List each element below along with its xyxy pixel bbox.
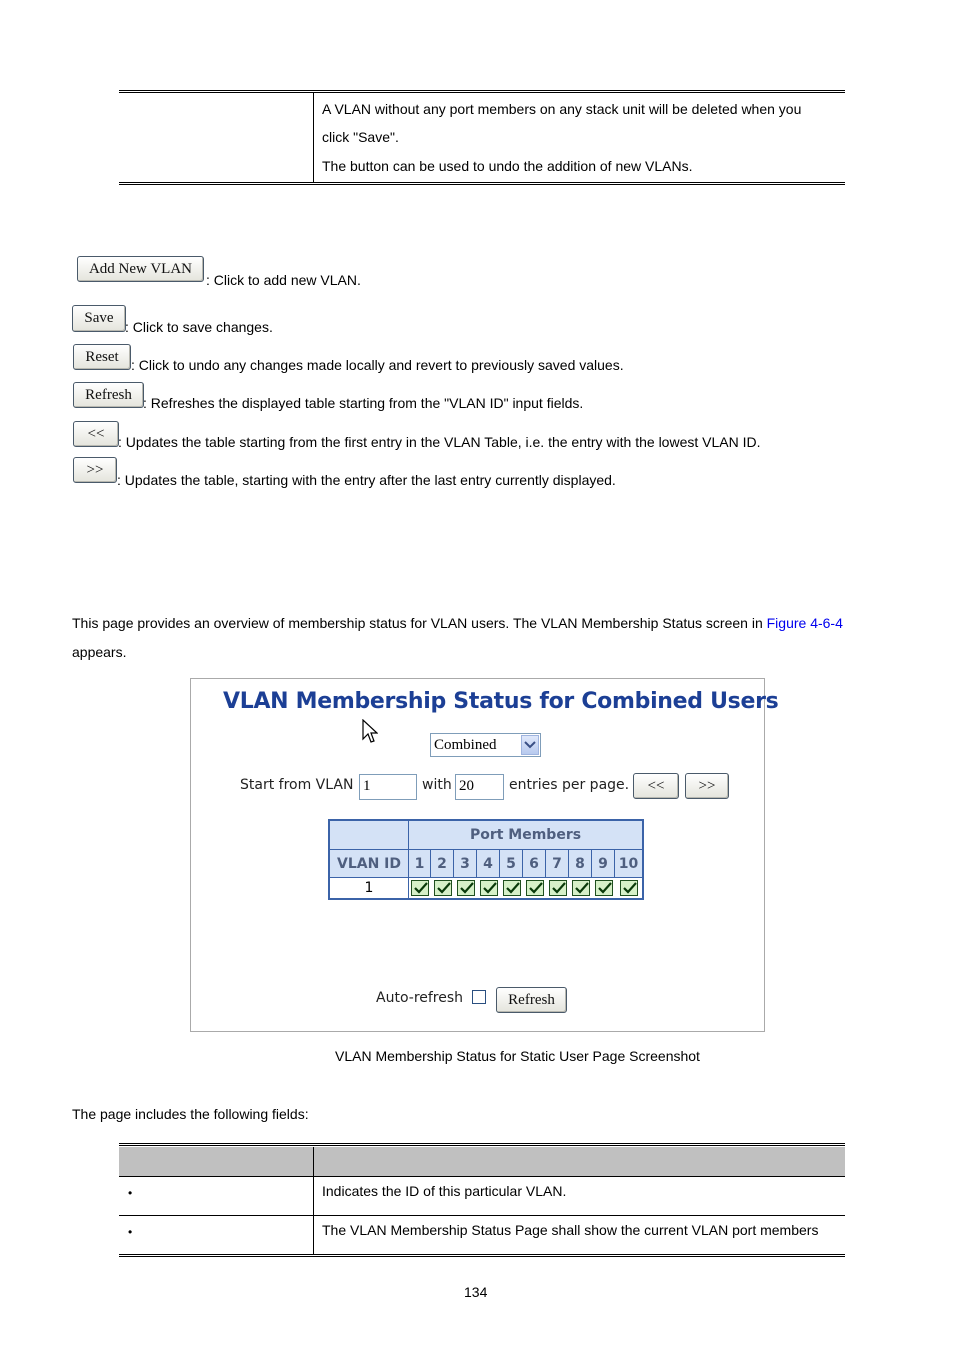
fields-table-rule-bottom2 bbox=[119, 1256, 845, 1257]
port-check-icon bbox=[526, 880, 544, 896]
screenshot-next-button[interactable]: >> bbox=[685, 773, 729, 799]
port-check-icon bbox=[480, 880, 498, 896]
add-new-vlan-button[interactable]: Add New VLAN bbox=[77, 256, 204, 282]
row-vlan-id: 1 bbox=[330, 878, 409, 898]
refresh-button[interactable]: Refresh bbox=[73, 382, 144, 408]
figure-link[interactable]: Figure 4-6-4 bbox=[766, 615, 843, 631]
port-header-4: 4 bbox=[477, 850, 500, 878]
top-table-line3: The button can be used to undo the addition of new VLANs. bbox=[322, 158, 693, 174]
port-members-header: Port Members bbox=[409, 821, 642, 850]
intro-text: This page provides an overview of membership status for VLAN users. The VLAN Membership Status screen in bbox=[72, 615, 767, 631]
first-page-button[interactable]: << bbox=[73, 421, 119, 447]
top-table-divider bbox=[313, 93, 314, 182]
screenshot-refresh-button[interactable]: Refresh bbox=[496, 987, 567, 1013]
field-desc-2: The VLAN Membership Status Page shall show the current VLAN port members bbox=[322, 1222, 819, 1238]
intro-paragraph-end: appears. bbox=[72, 644, 127, 660]
first-page-desc: : Updates the table starting from the first entry in the VLAN Table, i.e. the entry with the lowest VLAN ID. bbox=[118, 434, 761, 450]
reset-button[interactable]: Reset bbox=[73, 344, 131, 370]
auto-refresh-label: Auto-refresh bbox=[376, 990, 464, 1006]
fields-table-rule-bottom bbox=[119, 1254, 845, 1255]
screenshot-title: VLAN Membership Status for Combined Users bbox=[223, 689, 779, 714]
mouse-cursor-icon bbox=[362, 719, 378, 745]
membership-table bbox=[328, 819, 644, 900]
save-button[interactable]: Save bbox=[72, 305, 126, 332]
entries-per-page-input[interactable]: 20 bbox=[455, 774, 504, 800]
fields-table-header bbox=[119, 1147, 845, 1176]
top-table-line1: A VLAN without any port members on any stack unit will be deleted when you bbox=[322, 101, 802, 117]
fields-intro: The page includes the following fields: bbox=[72, 1106, 309, 1122]
port-header-10: 10 bbox=[615, 850, 642, 878]
start-vlan-input[interactable]: 1 bbox=[359, 774, 417, 800]
port-header-5: 5 bbox=[500, 850, 523, 878]
auto-refresh-checkbox[interactable] bbox=[472, 990, 486, 1004]
page-number: 134 bbox=[464, 1284, 488, 1300]
port-check-icon bbox=[549, 880, 567, 896]
port-header-2: 2 bbox=[431, 850, 454, 878]
fields-table-rule-top bbox=[119, 1143, 845, 1144]
with-label: with bbox=[422, 777, 452, 793]
top-table-rule-bottom bbox=[119, 182, 845, 183]
port-header-8: 8 bbox=[569, 850, 592, 878]
top-table-rule-top2 bbox=[119, 92, 845, 93]
next-page-button[interactable]: >> bbox=[73, 457, 117, 483]
port-header-9: 9 bbox=[592, 850, 615, 878]
top-table-line2: click "Save". bbox=[322, 129, 399, 145]
vlan-membership-screenshot bbox=[190, 678, 779, 1032]
user-type-select-value: Combined bbox=[434, 737, 497, 753]
port-check-icon bbox=[572, 880, 590, 896]
port-header-6: 6 bbox=[523, 850, 546, 878]
entries-per-page-label: entries per page. bbox=[509, 777, 630, 793]
user-type-select[interactable] bbox=[430, 733, 541, 757]
port-check-icon bbox=[620, 880, 638, 896]
start-from-vlan-label: Start from VLAN bbox=[240, 777, 354, 793]
fields-row-rule bbox=[119, 1215, 845, 1216]
port-header-7: 7 bbox=[546, 850, 569, 878]
fields-table-rule-top2 bbox=[119, 1145, 845, 1146]
screenshot-first-button[interactable]: << bbox=[633, 773, 679, 799]
port-check-icon bbox=[503, 880, 521, 896]
port-header-3: 3 bbox=[454, 850, 477, 878]
field-bullet-2: • bbox=[128, 1225, 133, 1239]
port-check-icon bbox=[411, 880, 429, 896]
port-header-1: 1 bbox=[409, 850, 431, 878]
next-page-desc: : Updates the table, starting with the entry after the last entry currently displayed. bbox=[117, 472, 616, 488]
header-blank bbox=[330, 821, 409, 850]
fields-table-divider bbox=[313, 1147, 314, 1255]
figure-caption: VLAN Membership Status for Static User Page Screenshot bbox=[335, 1048, 700, 1064]
top-table-rule-bottom2 bbox=[119, 184, 845, 185]
field-desc-1: Indicates the ID of this particular VLAN. bbox=[322, 1183, 567, 1199]
add-new-vlan-desc: : Click to add new VLAN. bbox=[206, 272, 361, 288]
port-check-icon bbox=[434, 880, 452, 896]
vlan-id-header: VLAN ID bbox=[330, 850, 409, 878]
intro-paragraph bbox=[72, 615, 843, 631]
port-check-icon bbox=[457, 880, 475, 896]
reset-desc: : Click to undo any changes made locally and revert to previously saved values. bbox=[131, 357, 624, 373]
chevron-down-icon[interactable] bbox=[521, 735, 539, 755]
top-table-rule-top bbox=[119, 90, 845, 91]
refresh-desc: : Refreshes the displayed table starting from the "VLAN ID" input fields. bbox=[143, 395, 584, 411]
save-desc: : Click to save changes. bbox=[125, 319, 273, 335]
fields-header-rule bbox=[119, 1176, 845, 1177]
field-bullet-1: • bbox=[128, 1186, 133, 1200]
port-check-icon bbox=[595, 880, 613, 896]
